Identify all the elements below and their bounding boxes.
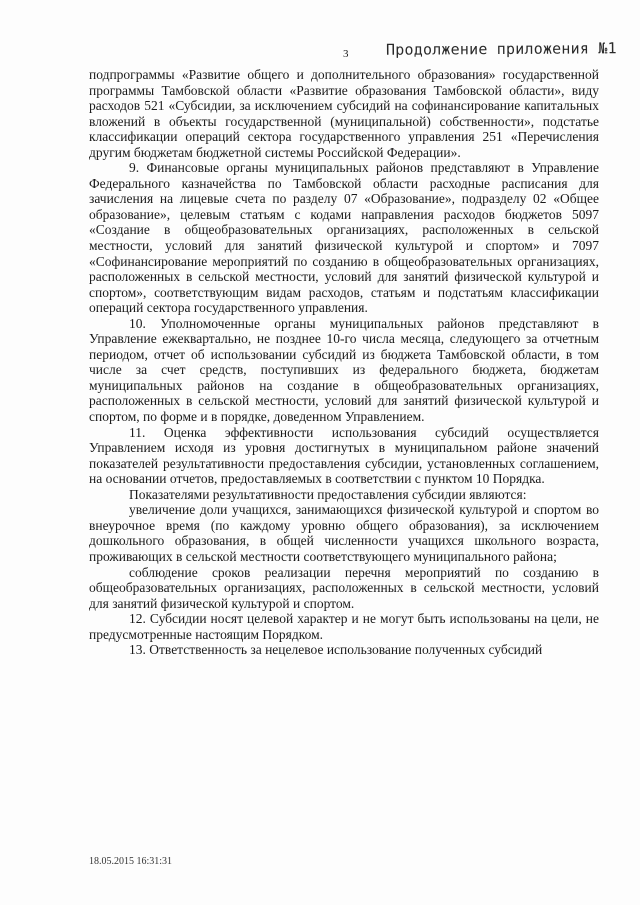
paragraph-9: 9. Финансовые органы муниципальных районов представляют в Управление Федерального казначейства по Тамбовской области расходные расписания для зачисления на лицевые счета по разделу 07 «Образование», подразделу 02 «Общее образование», целевым статьям с кодами направления расходов бюджетов 5097 «Создание в общеобразовательных организациях, расположенных в сельской местности, условий для занятий физической культурой и спортом» и 7097 «Софинансирование мероприятий по созданию в общеобразовательных организациях, расположенных в сельской местности, условий для занятий физической культурой и спортом», соответствующим видам расходов, статьям и подстатьям классификации операций сектора государственного управления. [89, 160, 599, 316]
paragraph-12: 12. Субсидии носят целевой характер и не могут быть использованы на цели, не предусмотренные настоящим Порядком. [89, 611, 599, 642]
paragraph-indicators-intro: Показателями результативности предоставления субсидии являются: [129, 486, 527, 502]
paragraph-10: 10. Уполномоченные органы муниципальных районов представляют в Управление ежеквартально, не позднее 10-го числа месяца, следующего за отчетным периодом, отчет об использовании субсидий из бюджета Тамбовской области, в том числе за счет средств, поступивших из федерального бюджета, бюджетам муниципальных районов на создание в общеобразовательных организациях, расположенных в сельской местности, условий для занятий физической культурой и спортом, по форме и в порядке, доведенном Управлением. [89, 315, 599, 425]
paragraph-indicator-1: увеличение доли учащихся, занимающихся физической культурой и спортом во внеурочное время (по каждому уровню общего образования), за исключением дошкольного образования, в общей численности учащихся школьного возраста, проживающих в сельской местности соответствующего муниципального района; [89, 502, 599, 564]
paragraph-13: 13. Ответственность за нецелевое использование полученных субсидий [129, 642, 543, 658]
page-number: 3 [343, 48, 349, 60]
paragraph-11: 11. Оценка эффективности использования субсидий осуществляется Управлением исходя из уровня достигнутых в муниципальном районе значений показателей результативности предоставления субсидии, установленных соглашением, на основании отчетов, предоставляемых в соответствии с пунктом 10 Порядка. [89, 424, 599, 487]
appendix-stamp: Продолжение приложения №1 [385, 39, 617, 59]
document-body [89, 67, 599, 658]
paragraph-continuation: подпрограммы «Развитие общего и дополнительного образования» государственной программы Тамбовской области «Развитие образования Тамбовской области», виду расходов 521 «Субсидии, за исключением субсидий на софинансирование капитальных вложений в объекты государственной (муниципальной) собственности», подстатье классификации операций сектора государственного управления 251 «Перечисления другим бюджетам бюджетной системы Российской Федерации». [89, 67, 599, 160]
print-timestamp: 18.05.2015 16:31:31 [89, 856, 173, 867]
paragraph-indicator-2: соблюдение сроков реализации перечня мероприятий по созданию в общеобразовательных организациях, расположенных в сельской местности, условий для занятий физической культурой и спортом. [89, 564, 599, 611]
